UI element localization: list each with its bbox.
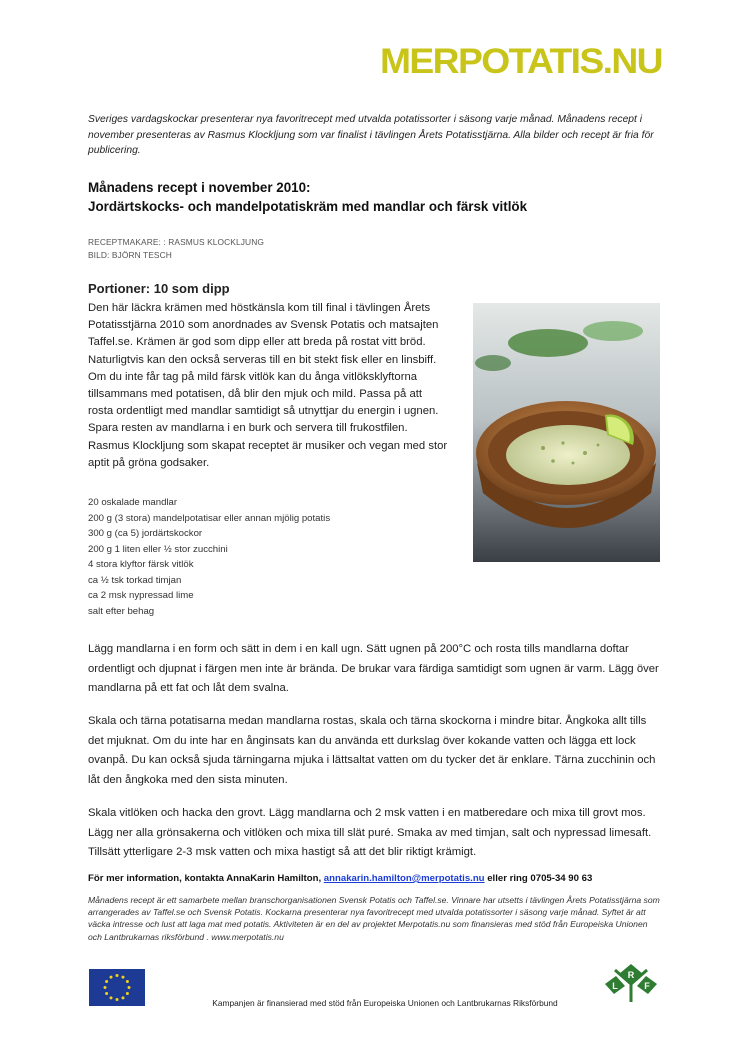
ingredient-list <box>88 495 330 619</box>
recipe-description: Den här läckra krämen med höstkänsla kom till final i tävlingen Årets Potatisstjärna 2010 som anordnades av Svensk Potatis och matsajten Taffel.se. Krämen är god som dipp eller att breda på rostat vitt bröd. Naturligtvis kan den också serveras till en bit stekt fisk eller en linsbiff. Om du inte får tag på mild färsk vitlök kan du ånga vitlöksklyftorna tillsammans med potatisen, då blir den mjuk och mild. Passa på att rosta ordentligt med mandlar samtidigt så utnyttjar du energin i ugnen. Spara resten av mandlarna i en burk och servera till frukostfilen. Rasmus Klockljung som skapat receptet är musiker och vegan med stor aptit på gröna godsaker. <box>88 302 448 469</box>
svg-text:MERPOTATIS.NU: MER POTATIS .NU <box>380 42 659 80</box>
ingredient-item: 200 g (3 stora) mandelpotatisar eller annan mjölig potatis <box>88 512 331 524</box>
ingredient-item: ca 2 msk nypressad lime <box>88 590 194 601</box>
contact-line <box>88 873 592 884</box>
recipe-author: RECEPTMAKARE: : RASMUS KLOCKLJUNG <box>88 237 264 247</box>
svg-text:L: L <box>612 981 618 991</box>
intro-paragraph: Sveriges vardagskockar presenterar nya favoritrecept med utvalda potatissorter i säsong varje månad. Månadens recept i november presenteras av Rasmus Klockljung som var finalist i tävlingen Årets Potatisstjärna. Alla bilder och recept är fria för publicering. <box>88 114 654 156</box>
ingredient-item: 4 stora klyftor färsk vitlök <box>88 559 194 570</box>
lrf-logo <box>601 962 661 1004</box>
contact-email-link[interactable]: annakarin.hamilton@merpotatis.nu <box>323 873 485 884</box>
title-line-month: Månadens recept i november 2010: <box>88 180 311 195</box>
ingredient-item: 300 g (ca 5) jordärtskockor <box>88 528 203 539</box>
ingredient-item: salt efter behag <box>88 605 155 617</box>
dip-bowl-photo <box>473 303 660 562</box>
campaign-funding-text: Kampanjen är finansierad med stöd från Europeiska Unionen och Lantbrukarnas Riksförbund <box>212 998 558 1008</box>
footer-disclaimer: Månadens recept är ett samarbete mellan branschorganisationen Svensk Potatis och Taffel.se. Vinnare har utsetts i tävlingen Årets Potatisstjärna som arrangerades av Taffel.se och Svensk Potatis. Kockarna presenterar nya favoritrecept med utvalda potatissorter i säsong varje månad. Syftet är att väcka intresse och lust att laga mat med potatis. Aktiviteten är en del av projektet Merpotatis.nu som finansieras med stöd från Europeiska Unionen och Lantbrukarnas riksförbund . www.merpotatis.nu <box>88 895 660 942</box>
contact-prefix: För mer information, kontakta AnnaKarin Hamilton, <box>88 873 322 884</box>
ingredient-item: ca ½ tsk torkad timjan <box>88 574 182 586</box>
svg-text:F: F <box>644 981 650 991</box>
svg-text:R: R <box>627 970 635 980</box>
eu-flag-icon <box>89 969 145 1006</box>
step-2-steam-vegetables: Skala och tärna potatisarna medan mandlarna rostas, skala och tärna skockorna i mindre bitar. Ångkoka allt tills det mjuknat. Om du inte har en ånginsats kan du använda ett durkslag över kokande vatten och lägga ett lock ovanpå. Du kan också sjuda tärningarna mjuka i lättsaltat vatten om du tycker det är enklare. Tärna zucchinin och låt den ångkoka med den sista minuten. <box>88 715 656 786</box>
title-line-dish: Jordärtskocks- och mandelpotatiskräm med mandlar och färsk vitlök <box>88 199 528 214</box>
ingredient-item: 20 oskalade mandlar <box>88 497 178 508</box>
ingredient-item: 200 g 1 liten eller ½ stor zucchini <box>88 543 228 555</box>
credits <box>88 236 264 262</box>
contact-phone: eller ring 0705-34 90 63 <box>487 873 593 884</box>
merpotatis-logo <box>380 40 662 80</box>
portions-heading: Portioner: 10 som dipp <box>88 281 230 296</box>
photo-credit: BILD: BJÖRN TESCH <box>88 250 172 260</box>
step-3-blend: Skala vitlöken och hacka den grovt. Lägg mandlarna och 2 msk vatten i en matberedare och mixa till grovt mos. Lägg ner alla grönsakerna och vitlöken och mixa till slät puré. Smaka av med timjan, salt och nypressad limesaft. Tillsätt ytterligare 2-3 msk vatten och mixa hastigt så att det blir riktigt krämigt. <box>88 807 652 859</box>
step-1-roast-almonds: Lägg mandlarna i en form och sätt in dem i en kall ugn. Sätt ugnen på 200°C och rosta tills mandlarna doftar ordentligt och djupnat i färgen men inte är brända. De brukar vara färdiga samtidigt som ugnen är varm. Lägg över mandlarna på ett fat och låt dem svalna. <box>88 643 659 695</box>
recipe-title <box>88 178 688 216</box>
